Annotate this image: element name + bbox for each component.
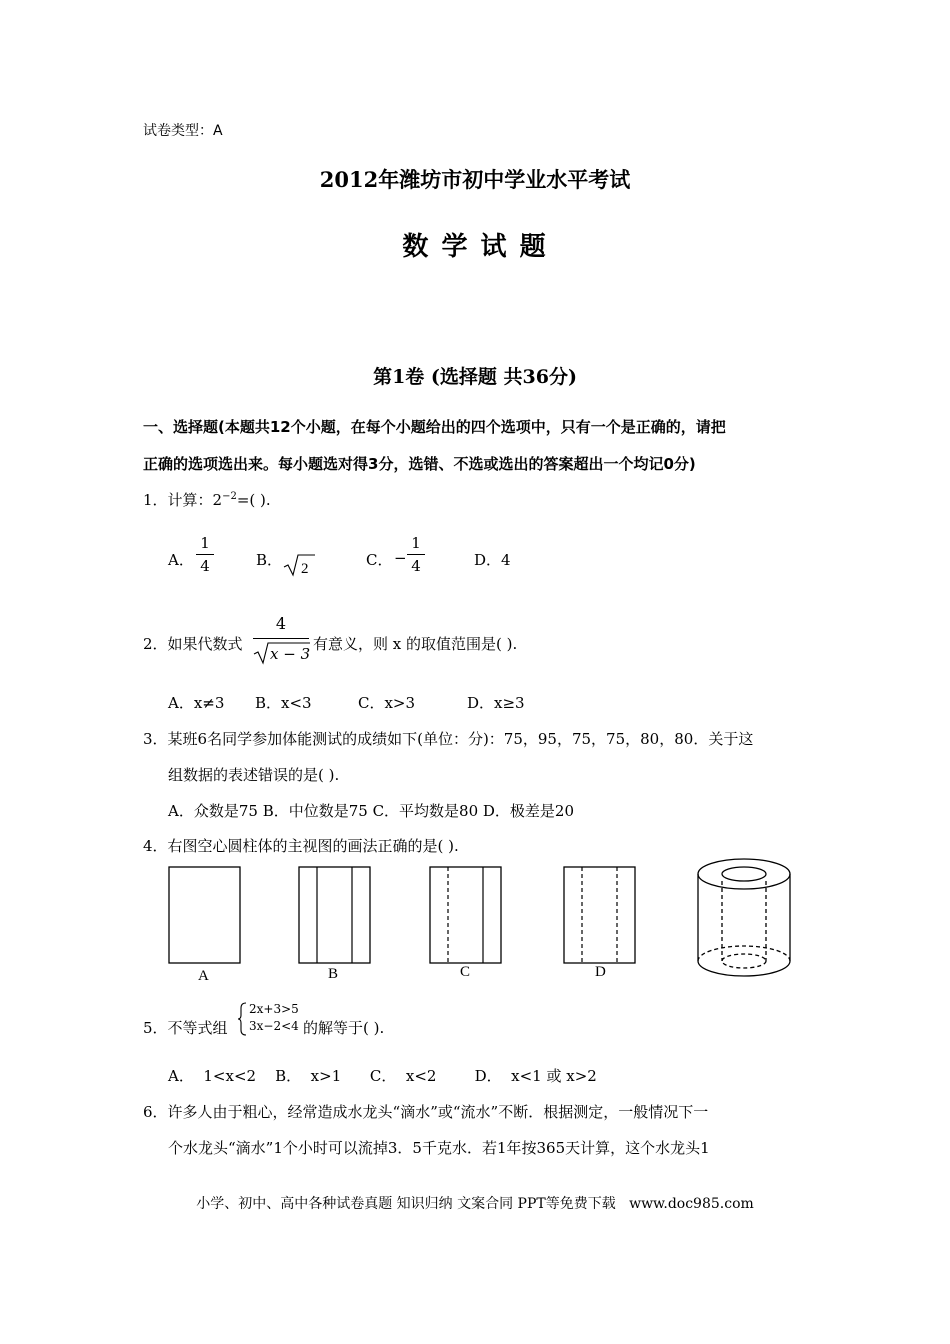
q5-suffix: 的解等于( ). [303, 1019, 385, 1037]
q2-numerator: 4 [275, 614, 287, 633]
q3-line-1: 3．某班6名同学参加体能测试的成绩如下(单位：分)：75，95，75，75，80，80．关于这 [143, 730, 754, 748]
q1-option-b-sqrt [282, 552, 316, 578]
q2-option-a: A．x≠3 [168, 694, 225, 712]
q2-suffix: 有意义，则 x 的取值范围是( ). [313, 635, 518, 653]
q2-option-d: D．x≥3 [467, 694, 525, 712]
q5-brace [238, 1002, 248, 1036]
q2-option-b: B．x<3 [255, 694, 312, 712]
q5-inequality-1: 2x+3>5 [249, 1002, 299, 1016]
option-c-rect [430, 867, 501, 963]
option-b-rect [299, 867, 370, 963]
q4-figure [160, 858, 820, 986]
option-d-rect [564, 867, 635, 963]
paper-type: 试卷类型：A [143, 123, 223, 139]
section-title: 第1卷 (选择题 共36分) [373, 366, 577, 388]
q5-inequality-2: 3x−2<4 [249, 1019, 299, 1033]
q3-line-2: 组数据的表述错误的是( ). [168, 766, 340, 784]
q1-option-c-sign: − [394, 549, 407, 567]
instructions-line-2: 正确的选项选出来。每小题选对得3分，选错、不选或选出的答案超出一个均记0分) [143, 455, 696, 473]
subject-title: 数 学 试 题 [402, 232, 548, 262]
q3-options: A．众数是75 B．中位数是75 C．平均数是80 D．极差是20 [168, 802, 575, 820]
q1-a-numerator: 1 [200, 534, 210, 552]
hollow-cylinder-drawing [698, 859, 790, 976]
q1-suffix: =( ). [236, 491, 271, 509]
q2-prefix: 2．如果代数式 [143, 635, 243, 653]
q1-b-radicand: 2 [301, 561, 309, 577]
page-footer: 小学、初中、高中各种试卷真题 知识归纳 文案合同 PPT等免费下载 www.doc985.com [196, 1196, 754, 1212]
q1-option-a-fraction [196, 533, 214, 576]
q1-exponent: −2 [222, 491, 237, 502]
instructions-line-1: 一、选择题(本题共12个小题，在每个小题给出的四个选项中，只有一个是正确的，请把 [143, 418, 726, 436]
q1-option-c-label: C． [366, 551, 393, 569]
q1-c-numerator: 1 [411, 534, 421, 552]
q5-prefix: 5．不等式组 [143, 1019, 228, 1037]
fig-label-a: A [198, 968, 209, 984]
q2-denominator: x − 3 [270, 645, 311, 663]
q2-fraction-bar [253, 638, 309, 639]
q2-option-c: C．x>3 [358, 694, 416, 712]
exam-title: 2012年潍坊市初中学业水平考试 [319, 167, 631, 192]
q1-option-c-fraction [407, 533, 425, 576]
q5-options: A． 1<x<2 B． x>1 C． x<2 D． x<1 或 x>2 [168, 1067, 597, 1085]
q1-option-a-label: A． [168, 551, 194, 569]
fig-label-b: B [328, 966, 339, 982]
fig-label-c: C [460, 964, 471, 980]
q1-option-d: D．4 [474, 551, 511, 569]
option-a-rect [169, 867, 240, 963]
q6-line-2: 个水龙头“滴水”1个小时可以流掉3．5千克水．若1年按365天计算，这个水龙头1 [168, 1139, 710, 1157]
fig-label-d: D [595, 964, 606, 980]
question-1 [143, 489, 271, 510]
q6-line-1: 6．许多人由于粗心，经常造成水龙头“滴水”或“流水”不断．根据测定，一般情况下一 [143, 1103, 709, 1121]
q1-prefix: 1．计算：2 [143, 491, 223, 509]
q1-option-b-label: B． [256, 551, 283, 569]
q4-text: 4．右图空心圆柱体的主视图的画法正确的是( ). [143, 837, 459, 855]
q1-c-denominator: 4 [411, 557, 421, 575]
q1-a-denominator: 4 [200, 557, 210, 575]
